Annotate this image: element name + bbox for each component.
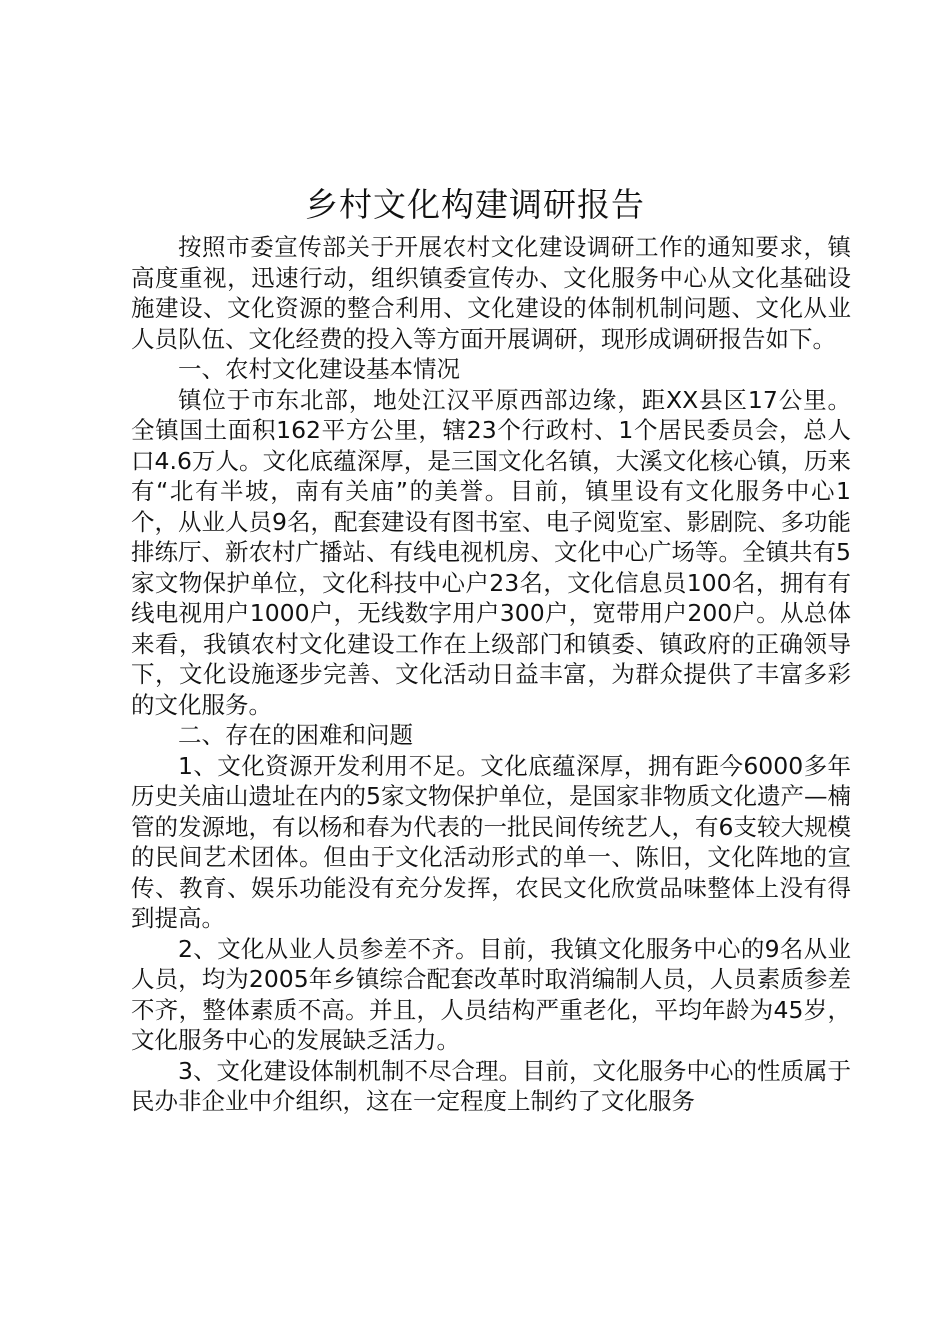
problem-paragraph-2: 2、文化从业人员参差不齐。目前，我镇文化服务中心的9名从业人员，均为2005年乡镇综合配套改革时取消编制人员，人员素质参差不齐，整体素质不高。并且，人员结构严重老化，平均年龄为45岁，文化服务中心的发展缺乏活力。 [131, 934, 851, 1054]
basic-situation-paragraph: 镇位于市东北部，地处江汉平原西部边缘，距XX县区17公里。全镇国土面积162平方公里，辖23个行政村、1个居民委员会，总人口4.6万人。文化底蕴深厚，是三国文化名镇，大溪文化核心镇，历来有“北有半坡，南有关庙”的美誉。目前，镇里设有文化服务中心1个，从业人员9名，配套建设有图书室、电子阅览室、影剧院、多功能排练厅、新农村广播站、有线电视机房、文化中心广场等。全镇共有5家文物保护单位，文化科技中心户23名，文化信息员100名，拥有有线电视用户1000户，无线数字用户300户，宽带用户200户。从总体来看，我镇农村文化建设工作在上级部门和镇委、镇政府的正确领导下，文化设施逐步完善、文化活动日益丰富，为群众提供了丰富多彩的文化服务。 [131, 385, 851, 719]
section-heading-basic-situation: 一、农村文化建设基本情况 [178, 355, 460, 383]
problem-paragraph-3: 3、文化建设体制机制不尽合理。目前，文化服务中心的性质属于民办非企业中介组织，这在一定程度上制约了文化服务 [131, 1056, 851, 1115]
document-title: 乡村文化构建调研报告 [305, 185, 645, 224]
problem-paragraph-1: 1、文化资源开发利用不足。文化底蕴深厚，拥有距今6000多年历史关庙山遗址在内的5家文物保护单位，是国家非物质文化遗产—楠管的发源地，有以杨和春为代表的一批民间传统艺人，有6支较大规模的民间艺术团体。但由于文化活动形式的单一、陈旧，文化阵地的宣传、教育、娱乐功能没有充分发挥，农民文化欣赏品味整体上没有得到提高。 [131, 751, 851, 932]
intro-paragraph: 按照市委宣传部关于开展农村文化建设调研工作的通知要求，镇高度重视，迅速行动，组织镇委宣传办、文化服务中心从文化基础设施建设、文化资源的整合利用、文化建设的体制机制问题、文化从业人员队伍、文化经费的投入等方面开展调研，现形成调研报告如下。 [131, 233, 851, 353]
document-body [131, 232, 851, 1117]
section-heading-problems: 二、存在的困难和问题 [178, 721, 413, 749]
